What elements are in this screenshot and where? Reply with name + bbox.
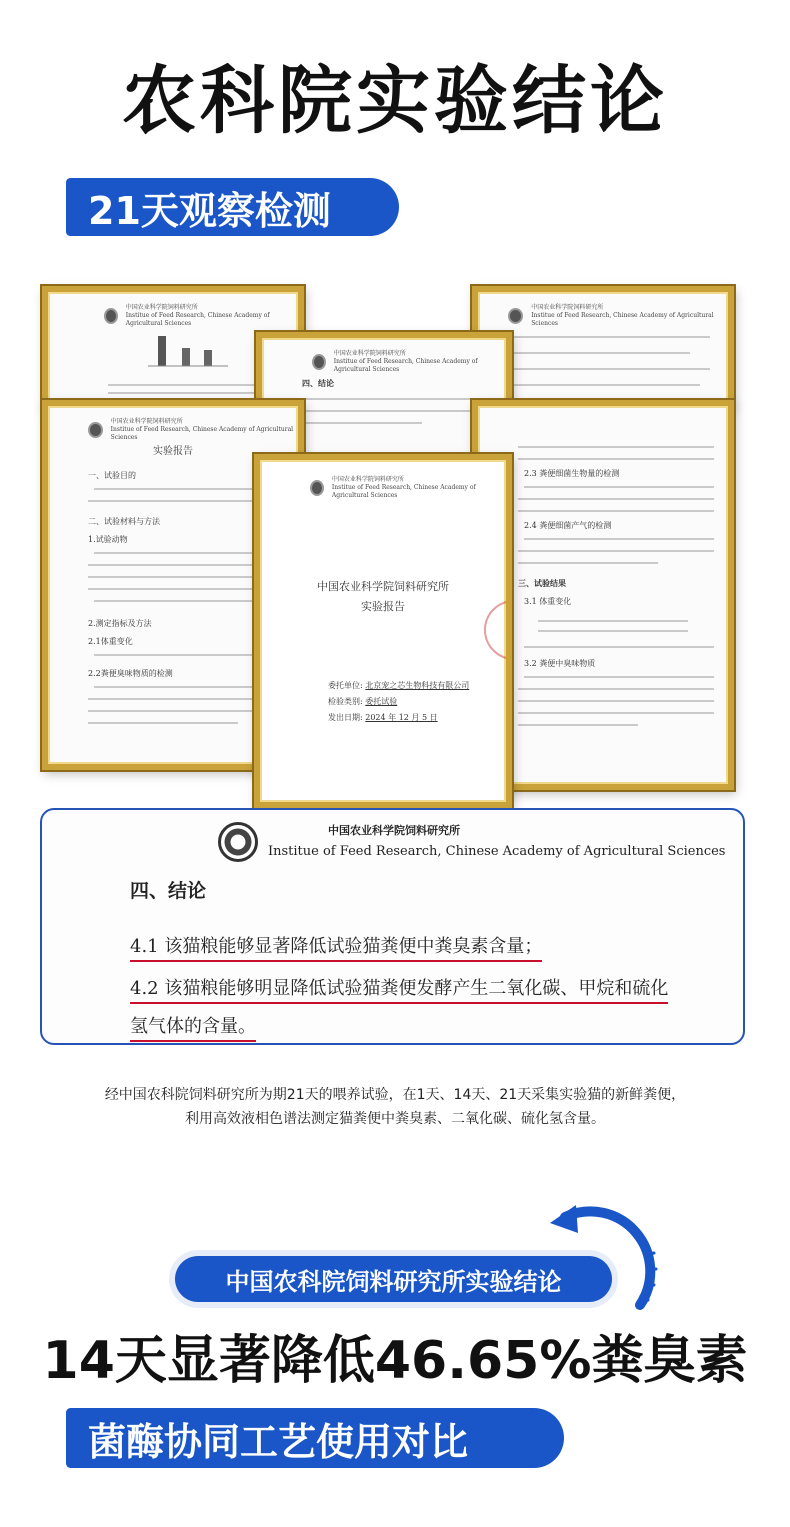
institute-logo-icon (104, 308, 118, 324)
institute-logo-icon (508, 308, 523, 324)
main-title: 农科院实验结论 (122, 58, 668, 144)
document-section-heading: 1.试验动物 (88, 535, 128, 544)
front-type-field: 检验类别: 委托试验 (328, 697, 398, 706)
document-section-heading: 2.测定指标及方法 (88, 619, 152, 628)
document-section-heading: 四、结论 (302, 378, 334, 388)
institute-logo-icon (310, 480, 324, 496)
document-org-header: 中国农业科学院饲料研究所 Institue of Feed Research, Chinese Academy of Agricultural Sciences (125, 304, 270, 327)
observation-badge: 21天观察检测 (66, 178, 399, 236)
document-section-heading: 2.4 粪便细菌产气的检测 (524, 521, 612, 530)
conclusion-zoom-panel (40, 808, 745, 1045)
caption-line-1: 经中国农科院饲料研究所为期21天的喂养试验，在1天、14天、21天采集实验猫的新鲜粪便， (104, 1087, 686, 1103)
institute-logo-icon (312, 354, 326, 370)
front-document-org: 中国农业科学院饲料研究所 (317, 580, 449, 593)
document-bar-chart-thumbnail (138, 330, 238, 370)
institute-conclusion-badge: 中国农科院饲料研究所实验结论 (175, 1256, 612, 1302)
document-section-heading: 3.1 体重变化 (524, 597, 572, 606)
front-date-field: 发出日期: 2024 年 12 月 5 日 (328, 713, 438, 722)
zoom-org-header: 中国农业科学院饲料研究所 Institue of Feed Research, Chinese Academy of Agricultural Sciences (268, 824, 726, 859)
conclusion-item-1: 4.1 该猫粮能够显著降低试验猫粪便中粪臭素含量； (130, 932, 542, 962)
document-section-heading: 3.2 粪便中臭味物质 (524, 659, 596, 668)
zoom-section-heading: 四、结论 (130, 880, 207, 902)
front-client-field: 委托单位: 北京宠之芯生物科技有限公司 (328, 681, 470, 690)
document-org-header: 中国农业科学院饲料研究所 Institue of Feed Research, Chinese Academy of Agricultural Sciences (531, 304, 714, 327)
document-title: 实验报告 (153, 446, 193, 457)
result-headline: 14天显著降低46.65%粪臭素 (42, 1331, 748, 1391)
caption-line-2: 利用高效液相色谱法测定猫粪便中粪臭素、二氧化碳、硫化氢含量。 (185, 1111, 605, 1127)
institute-logo-icon (218, 822, 258, 862)
document-section-heading: 二、试验材料与方法 (88, 517, 160, 526)
document-section-heading: 一、试验目的 (88, 471, 136, 480)
document-section-heading: 2.3 粪便细菌生物量的检测 (524, 469, 620, 478)
front-document-title: 实验报告 (361, 600, 405, 613)
conclusion-item-2-line-2: 氢气体的含量。 (130, 1012, 256, 1042)
document-section-heading: 三、试验结果 (518, 578, 566, 588)
conclusion-item-2-line-1: 4.2 该猫粮能够明显降低试验猫粪便发酵产生二氧化碳、甲烷和硫化 (130, 974, 668, 1004)
document-card-front (254, 454, 512, 808)
comparison-badge: 菌酶协同工艺使用对比 (66, 1408, 564, 1468)
document-section-heading: 2.1体重变化 (88, 637, 133, 646)
document-org-header: 中国农业科学院饲料研究所 Institue of Feed Research, Chinese Academy of Agricultural Sciences (333, 350, 478, 373)
document-org-header: 中国农业科学院饲料研究所 Institue of Feed Research, Chinese Academy of Agricultural Sciences (110, 418, 294, 441)
document-section-heading: 2.2粪便臭味物质的检测 (88, 669, 173, 678)
institute-logo-icon (88, 422, 103, 438)
document-org-header: 中国农业科学院饲料研究所 Institue of Feed Research, Chinese Academy of Agricultural Sciences (331, 476, 476, 499)
